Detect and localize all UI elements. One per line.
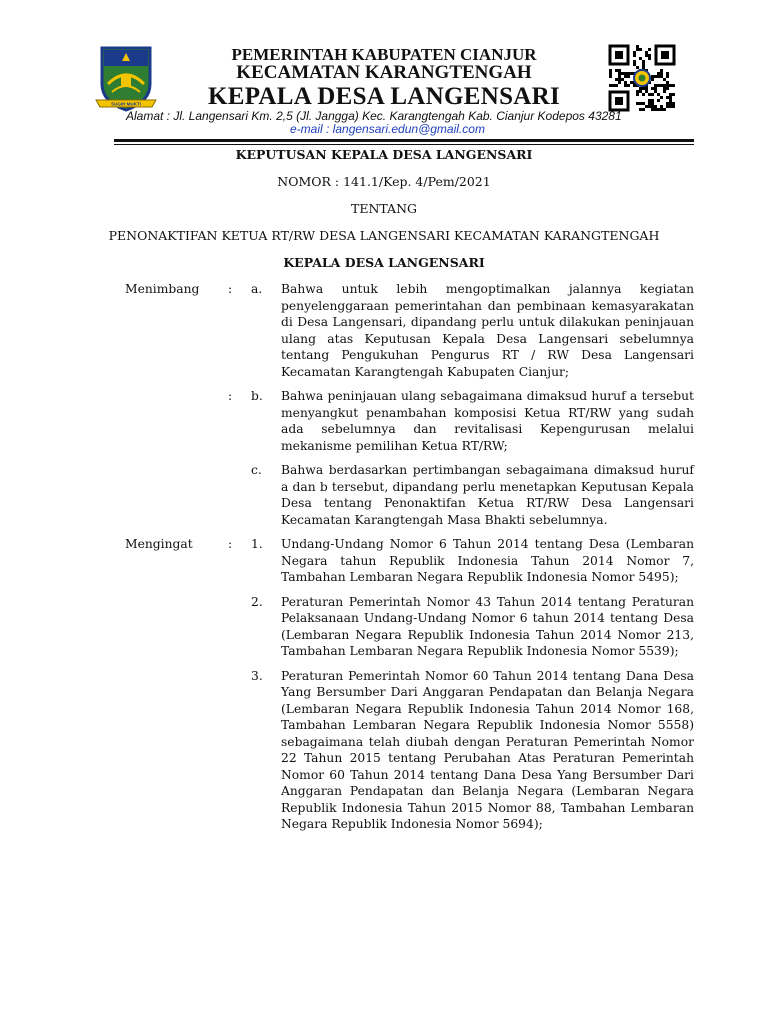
qr-module: [639, 108, 642, 111]
decree-issuer: KEPALA DESA LANGENSARI: [283, 255, 485, 270]
qr-module: [648, 105, 651, 108]
qr-module: [660, 72, 663, 75]
qr-module: [651, 93, 654, 96]
item-text: Undang-Undang Nomor 6 Tahun 2014 tentang Desa (Lembaran Negara tahun Republik Indonesia Tahun 2014 Nomor 7, Tambahan Lembaran Negara Republik Indonesia Nomor 5495);: [281, 537, 694, 584]
qr-module: [666, 81, 669, 84]
qr-module: [663, 78, 666, 81]
item-marker: 1.: [251, 537, 263, 551]
qr-module: [642, 93, 645, 96]
recalling-colon: :: [228, 537, 233, 551]
letterhead-office: KEPALA DESA LANGENSARI: [207, 83, 561, 110]
qr-module: [621, 72, 624, 75]
qr-module: [615, 84, 618, 87]
letterhead-government: PEMERINTAH KABUPATEN CIANJUR: [231, 45, 537, 64]
qr-module: [663, 87, 666, 90]
considering-item: [0, 462, 768, 528]
qr-module: [660, 105, 663, 108]
qr-module: [648, 48, 651, 51]
qr-module: [645, 51, 648, 54]
qr-module: [660, 96, 663, 99]
qr-module: [618, 72, 621, 75]
recalling-item: [0, 668, 768, 833]
decree-number: NOMOR : 141.1/Kep. 4/Pem/2021: [277, 174, 491, 189]
qr-module: [666, 75, 669, 78]
qr-module: [672, 105, 675, 108]
letterhead-rule-thin: [114, 144, 694, 145]
qr-module: [636, 48, 639, 51]
considering-colon: :: [228, 282, 233, 296]
qr-module: [648, 102, 651, 105]
decree-title: KEPUTUSAN KEPALA DESA LANGENSARI: [235, 147, 533, 162]
qr-module: [636, 93, 639, 96]
decree-subject: PENONAKTIFAN KETUA RT/RW DESA LANGENSARI KECAMATAN KARANGTENGAH: [108, 228, 660, 243]
qr-module: [672, 84, 675, 87]
qr-module: [660, 75, 663, 78]
qr-module: [639, 87, 642, 90]
qr-module: [642, 102, 645, 105]
qr-module: [636, 45, 639, 48]
qr-module: [642, 108, 645, 111]
qr-module: [633, 51, 636, 54]
item-marker: c.: [251, 463, 262, 477]
qr-module: [648, 54, 651, 57]
qr-module: [666, 84, 669, 87]
qr-module: [672, 93, 675, 96]
qr-module: [621, 78, 624, 81]
qr-module: [660, 108, 663, 111]
logo-motto: SUGIH MUKTI: [111, 101, 141, 107]
qr-module: [645, 87, 648, 90]
qr-module: [624, 75, 627, 78]
qr-module: [645, 105, 648, 108]
qr-module: [639, 57, 642, 60]
qr-module: [630, 81, 633, 84]
letterhead-district: KECAMATAN KARANGTENGAH: [236, 62, 532, 83]
qr-module: [618, 81, 621, 84]
item-text: Peraturan Pemerintah Nomor 60 Tahun 2014 tentang Dana Desa Yang Bersumber Dari Anggaran Pendapatan dan Belanja Negara (Lembaran Negara Republik Indonesia Tahun 2014 Nomor 168, Tambahan Lembaran Negara Republik Indonesia Nomor 5558) sebagaimana telah diubah dengan Peraturan Pemerintah Nomor 22 Tahun 2015 tentang Perubahan Atas Peraturan Pemerintah Nomor 60 Tahun 2014 tentang Dana Desa Yang Bersumber Dari Anggaran Pendapatan dan Belanja Negara (Lembaran Negara Republik Indonesia Tahun 2015 Nomor 88, Tambahan Lembaran Negara Republik Indonesia Nomor 5694);: [281, 668, 694, 831]
qr-module: [633, 63, 636, 66]
qr-module: [651, 75, 654, 78]
qr-module: [654, 108, 657, 111]
qr-module: [654, 87, 657, 90]
decree-body: [0, 281, 768, 833]
decree-about: TENTANG: [350, 201, 417, 216]
qr-module: [648, 57, 651, 60]
qr-module: [657, 75, 660, 78]
considering-item: [0, 388, 768, 454]
recalling-item: [0, 594, 768, 660]
qr-module: [609, 69, 612, 72]
qr-module: [666, 87, 669, 90]
qr-module: [672, 102, 675, 105]
qr-module: [636, 102, 639, 105]
qr-module: [654, 105, 657, 108]
qr-module: [618, 78, 621, 81]
qr-module: [642, 60, 645, 63]
item-marker: b.: [251, 389, 263, 403]
qr-module: [609, 75, 612, 78]
qr-module: [663, 84, 666, 87]
qr-module: [657, 93, 660, 96]
qr-module: [627, 72, 630, 75]
qr-module: [651, 108, 654, 111]
qr-module: [654, 90, 657, 93]
qr-module: [624, 72, 627, 75]
qr-module: [663, 108, 666, 111]
qr-code-icon: [608, 44, 676, 112]
qr-module: [669, 105, 672, 108]
qr-module: [666, 96, 669, 99]
qr-module: [666, 105, 669, 108]
qr-module: [633, 84, 636, 87]
qr-module: [669, 96, 672, 99]
qr-module: [651, 99, 654, 102]
qr-module: [648, 99, 651, 102]
qr-module: [663, 90, 666, 93]
qr-module: [669, 84, 672, 87]
qr-module: [630, 72, 633, 75]
qr-module: [660, 84, 663, 87]
qr-module: [660, 69, 663, 72]
qr-module: [651, 102, 654, 105]
qr-module: [639, 90, 642, 93]
qr-module: [609, 84, 612, 87]
considering-item: [0, 281, 768, 380]
qr-module: [657, 84, 660, 87]
letterhead-address: Alamat : Jl. Langensari Km. 2,5 (Jl. Jangga) Kec. Karangtengah Kab. Cianjur Kodepos 43281: [126, 109, 622, 123]
qr-module: [627, 75, 630, 78]
item-text: Bahwa untuk lebih mengoptimalkan jalannya kegiatan penyelenggaraan pemerintahan dan pembinaan kemasyarakatan di Desa Langensari, dipandang perlu untuk dilakukan peninjauan ulang atas Keputusan Kepala Desa Langensari sebelumnya tentang Pengukuhan Pengurus RT / RW Desa Langensari Kecamatan Karangtengah Kabupaten Cianjur;: [281, 282, 694, 379]
qr-module: [654, 75, 657, 78]
qr-module: [651, 87, 654, 90]
letterhead-rule-thick: [114, 139, 694, 142]
qr-module: [624, 84, 627, 87]
qr-module: [636, 66, 639, 69]
qr-module: [639, 48, 642, 51]
qr-module: [645, 54, 648, 57]
qr-module: [666, 72, 669, 75]
qr-module: [612, 84, 615, 87]
qr-module: [639, 102, 642, 105]
qr-module: [654, 84, 657, 87]
qr-module: [648, 93, 651, 96]
item-marker: a.: [251, 282, 263, 296]
qr-module: [657, 99, 660, 102]
item-marker: 3.: [251, 668, 263, 683]
qr-module: [642, 87, 645, 90]
recalling-item: [0, 536, 768, 586]
qr-module: [618, 69, 621, 72]
item-marker: 2.: [251, 594, 263, 609]
qr-module: [645, 90, 648, 93]
considering-colon: :: [228, 389, 233, 403]
item-text: Bahwa peninjauan ulang sebagaimana dimaksud huruf a tersebut menyangkut penambahan komposisi Ketua RT/RW yang sudah ada sebelumnya dan revitalisasi Kepengurusan melalui mekanisme pemilihan Ketua RT/RW;: [281, 389, 694, 453]
qr-module: [633, 54, 636, 57]
qr-module: [651, 78, 654, 81]
qr-module: [642, 66, 645, 69]
recalling-label: Mengingat: [125, 537, 193, 551]
qr-module: [633, 60, 636, 63]
letterhead-email: e-mail : langensari.edun@gmail.com: [290, 122, 485, 136]
qr-module: [651, 105, 654, 108]
item-text: Peraturan Pemerintah Nomor 43 Tahun 2014 tentang Peraturan Pelaksanaan Undang-Undang Nomor 6 tahun 2014 tentang Desa (Lembaran Negara Republik Indonesia Tahun 2014 Nomor 213, Tambahan Lembaran Negara Republik Indonesia Nomor 5539);: [281, 594, 694, 658]
qr-module: [609, 72, 612, 75]
letterhead: [0, 0, 768, 150]
considering-label: Menimbang: [125, 282, 200, 296]
qr-module: [669, 99, 672, 102]
item-text: Bahwa berdasarkan pertimbangan sebagaimana dimaksud huruf a dan b tersebut, dipandang perlu menetapkan Keputusan Kepala Desa tentang Penonaktifan Ketua RT/RW Desa Langensari Kecamatan Karangtengah Masa Bhakti sebelumnya.: [281, 463, 694, 527]
qr-module: [669, 93, 672, 96]
qr-module: [627, 84, 630, 87]
qr-module: [657, 72, 660, 75]
qr-module: [669, 102, 672, 105]
qr-module: [642, 63, 645, 66]
qr-module: [615, 69, 618, 72]
qr-module: [615, 78, 618, 81]
qr-module: [657, 108, 660, 111]
qr-module: [666, 102, 669, 105]
qr-module: [624, 81, 627, 84]
qr-module: [636, 90, 639, 93]
qr-module: [618, 75, 621, 78]
